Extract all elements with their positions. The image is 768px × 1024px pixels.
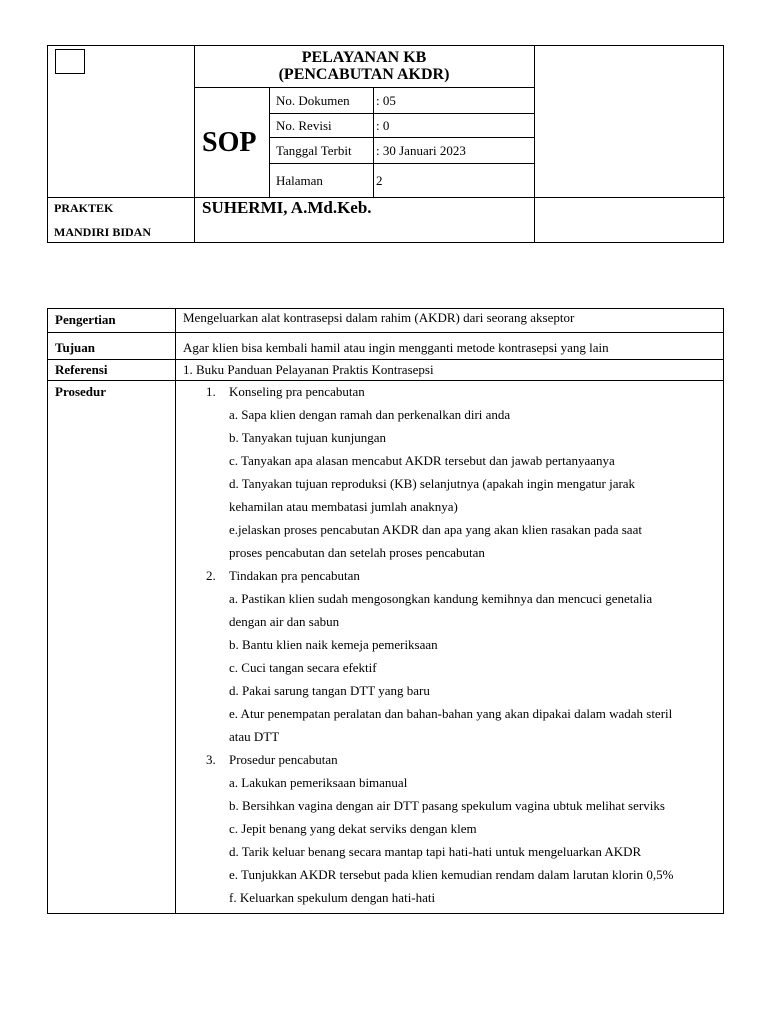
list-item: e. Tunjukkan AKDR tersebut pada klien kemudian rendam dalam larutan klorin 0,5%	[229, 867, 674, 882]
list-item: d. Tanyakan tujuan reproduksi (KB) selanjutnya (apakah ingin mengatur jarak	[229, 476, 636, 491]
step-2-heading	[183, 567, 723, 590]
prosedur-label: Prosedur	[55, 384, 107, 399]
list-item: a. Lakukan pemeriksaan bimanual	[229, 775, 408, 790]
list-item: b. Bersihkan vagina dengan air DTT pasang spekulum vagina ubtuk melihat serviks	[229, 798, 665, 813]
list-item: c. Tanyakan apa alasan mencabut AKDR tersebut dan jawab pertanyaanya	[229, 453, 615, 468]
list-item: b. Bantu klien naik kemeja pemeriksaan	[229, 637, 438, 652]
list-item: f. Keluarkan spekulum dengan hati-hati	[229, 890, 436, 905]
step-3-heading	[183, 751, 723, 774]
field-label-halaman: Halaman	[276, 173, 323, 188]
clinic-line-2: MANDIRI BIDAN	[54, 225, 152, 239]
list-item: c. Jepit benang yang dekat serviks dengan klem	[229, 821, 477, 836]
midwife-name: SUHERMI, A.Md.Keb.	[202, 198, 372, 217]
title-line-2: (PENCABUTAN AKDR)	[278, 66, 450, 83]
referensi-text: 1. Buku Panduan Pelayanan Praktis Kontrasepsi	[183, 362, 434, 377]
list-item: e.jelaskan proses pencabutan AKDR dan apa yang akan klien rasakan pada saat	[229, 522, 642, 537]
step-3-number: 3.	[206, 752, 216, 767]
list-item: kehamilan atau membatasi jumlah anaknya)	[229, 499, 458, 514]
step-2-title: Tindakan pra pencabutan	[229, 568, 360, 583]
list-item: proses pencabutan dan setelah proses pencabutan	[229, 545, 485, 560]
field-label-dokumen: No. Dokumen	[276, 93, 350, 108]
pengertian-label: Pengertian	[55, 312, 116, 327]
title-line-1: PELAYANAN KB	[301, 49, 427, 66]
clinic-name	[54, 196, 151, 244]
referensi-label: Referensi	[55, 362, 108, 377]
clinic-line-1: PRAKTEK	[54, 201, 114, 215]
sop-content-table	[47, 308, 724, 914]
sop-header-table	[47, 45, 724, 243]
list-item: c. Cuci tangan secara efektif	[229, 660, 377, 675]
step-3-title: Prosedur pencabutan	[229, 752, 338, 767]
sop-label: SOP	[202, 127, 257, 158]
tujuan-text: Agar klien bisa kembali hamil atau ingin mengganti metode kontrasepsi yang lain	[183, 340, 609, 355]
field-value-dokumen: : 05	[376, 93, 396, 108]
field-value-halaman: 2	[376, 173, 383, 188]
step-2-number: 2.	[206, 568, 216, 583]
list-item: dengan air dan sabun	[229, 614, 340, 629]
document-title	[195, 49, 533, 83]
step-1-title: Konseling pra pencabutan	[229, 384, 365, 399]
field-label-revisi: No. Revisi	[276, 118, 332, 133]
pengertian-text: Mengeluarkan alat kontrasepsi dalam rahim (AKDR) dari seorang akseptor	[183, 310, 575, 325]
tujuan-label: Tujuan	[55, 340, 95, 355]
field-value-tanggal: : 30 Januari 2023	[376, 143, 466, 158]
list-item: d. Pakai sarung tangan DTT yang baru	[229, 683, 430, 698]
field-label-tanggal: Tanggal Terbit	[276, 143, 352, 158]
logo-placeholder	[55, 49, 85, 74]
list-item: b. Tanyakan tujuan kunjungan	[229, 430, 386, 445]
step-1-number: 1.	[206, 384, 216, 399]
field-value-revisi: : 0	[376, 118, 390, 133]
step-1-heading	[183, 383, 723, 406]
list-item: a. Pastikan klien sudah mengosongkan kandung kemihnya dan mencuci genetalia	[229, 591, 653, 606]
procedure-list	[183, 383, 723, 912]
list-item: e. Atur penempatan peralatan dan bahan-bahan yang akan dipakai dalam wadah steril	[229, 706, 673, 721]
list-item: d. Tarik keluar benang secara mantap tapi hati-hati untuk mengeluarkan AKDR	[229, 844, 642, 859]
list-item: a. Sapa klien dengan ramah dan perkenalkan diri anda	[229, 407, 511, 422]
list-item: atau DTT	[229, 729, 280, 744]
